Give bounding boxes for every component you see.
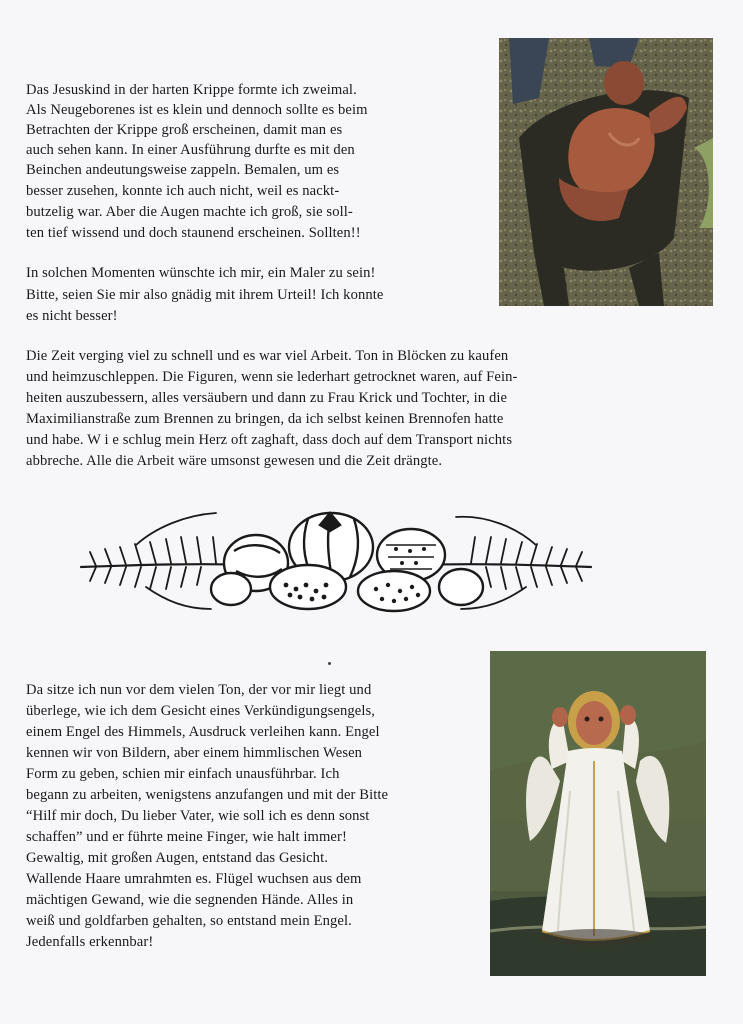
text-line: heiten auszubessern, alles versäubern und dann zu Frau Krick und Tochter, in die <box>26 390 508 406</box>
text-line: Wallende Haare umrahmten es. Flügel wuchsen aus dem <box>26 871 362 887</box>
text-line: besser zusehen, konnte ich auch nicht, weil es nackt- <box>26 183 340 199</box>
text-line: schaffen” und er führte meine Finger, wie halt immer! <box>26 829 347 845</box>
speck <box>328 662 331 665</box>
text-line: Form zu geben, schien mir einfach unausführbar. Ich <box>26 766 340 782</box>
photo-baby-jesus-crib <box>499 38 713 306</box>
text-line: es nicht besser! <box>26 308 118 324</box>
text-line: Betrachten der Krippe groß erscheinen, damit man es <box>26 122 343 138</box>
fruit-garland-ornament <box>76 505 596 621</box>
text-line: überlege, wie ich dem Gesicht eines Verkündigungsengels, <box>26 703 376 719</box>
text-line: butzelig war. Aber die Augen machte ich groß, sie soll- <box>26 204 353 220</box>
text-line: Die Zeit verging viel zu schnell und es war viel Arbeit. Ton in Blöcken zu kaufen <box>26 348 509 364</box>
text-line: Maximilianstraße zum Brennen zu bringen, da ich selbst keinen Brennofen hatte <box>26 411 504 427</box>
text-line: Da sitze ich nun vor dem vielen Ton, der vor mir liegt und <box>26 682 372 698</box>
photo-clay-angel <box>490 651 706 976</box>
text-line: Jedenfalls erkennbar! <box>26 934 154 950</box>
text-line: Als Neugeborenes ist es klein und dennoch sollte es beim <box>26 102 368 118</box>
text-line: “Hilf mir doch, Du lieber Vater, wie soll ich es denn sonst <box>26 808 370 824</box>
text-line: mächtigen Gewand, wie die segnenden Hände. Alles in <box>26 892 354 908</box>
text-line: und heimzuschleppen. Die Figuren, wenn sie lederhart getrocknet waren, auf Fein- <box>26 369 518 385</box>
text-line: Das Jesuskind in der harten Krippe formte ich zweimal. <box>26 82 357 98</box>
text-line: Gewaltig, mit großen Augen, entstand das Gesicht. <box>26 850 328 866</box>
text-line: begann zu arbeiten, wenigstens anzufangen und mit der Bitte <box>26 787 389 803</box>
text-line: abbreche. Alle die Arbeit wäre umsonst gewesen und die Zeit drängte. <box>26 453 443 469</box>
text-line: ten tief wissend und doch staunend erscheinen. Sollten!! <box>26 225 361 241</box>
text-line: Bitte, seien Sie mir also gnädig mit ihrem Urteil! Ich konnte <box>26 287 384 303</box>
text-line: und habe. W i e schlug mein Herz oft zaghaft, dass doch auf dem Transport nichts <box>26 432 513 448</box>
text-line: In solchen Momenten wünschte ich mir, ein Maler zu sein! <box>26 265 376 281</box>
text-line: einem Engel des Himmels, Ausdruck verleihen kann. Engel <box>26 724 380 740</box>
text-line: Beinchen andeutungsweise zappeln. Bemalen, um es <box>26 162 340 178</box>
text-line: kennen wir von Bildern, aber einem himmlischen Wesen <box>26 745 363 761</box>
text-line: weiß und goldfarben gehalten, so entstand mein Engel. <box>26 913 352 929</box>
text-line: auch sehen kann. In einer Ausführung durfte es mit den <box>26 142 355 158</box>
